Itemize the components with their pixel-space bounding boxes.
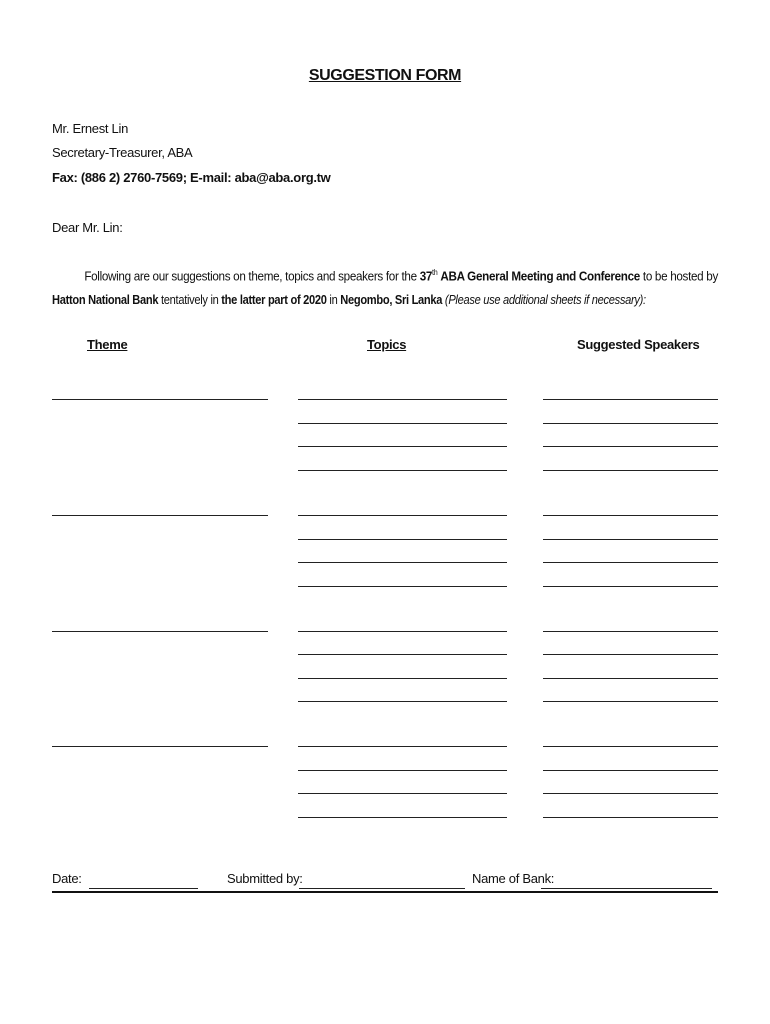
topic-entry-line[interactable]: [298, 654, 507, 655]
paragraph-line-2: [52, 292, 718, 307]
speaker-entry-line[interactable]: [543, 793, 718, 794]
theme-entry-line[interactable]: [52, 631, 268, 632]
host-bank: Hatton National Bank: [52, 292, 159, 307]
topic-entry-line[interactable]: [298, 746, 507, 747]
edition-number: 37: [419, 268, 433, 284]
recipient-name: Mr. Ernest Lin: [52, 121, 128, 136]
theme-entry-line[interactable]: [52, 746, 268, 747]
speaker-entry-line[interactable]: [543, 631, 718, 632]
event-timing: the latter part of 2020: [221, 292, 327, 307]
speaker-entry-line[interactable]: [543, 470, 718, 471]
theme-entry-line[interactable]: [52, 399, 268, 400]
paragraph-text-2: to be hosted by: [639, 268, 718, 284]
topic-entry-line[interactable]: [298, 631, 507, 632]
salutation: Dear Mr. Lin:: [52, 220, 123, 235]
topic-entry-line[interactable]: [298, 399, 507, 400]
event-name: ABA General Meeting and Conference: [440, 268, 640, 284]
additional-sheets-note: (Please use additional sheets if necessary):: [444, 292, 646, 307]
form-title: SUGGESTION FORM: [308, 67, 462, 84]
event-location: Negombo, Sri Lanka: [340, 292, 443, 307]
topic-entry-line[interactable]: [298, 562, 507, 563]
speaker-entry-line[interactable]: [543, 423, 718, 424]
paragraph-text-1: Following are our suggestions on theme, topics and speakers for the: [84, 268, 420, 284]
speaker-entry-line[interactable]: [543, 678, 718, 679]
topic-entry-line[interactable]: [298, 515, 507, 516]
topic-entry-line[interactable]: [298, 678, 507, 679]
footer-rule: [52, 891, 718, 893]
topic-entry-line[interactable]: [298, 446, 507, 447]
date-entry-line[interactable]: [89, 888, 198, 889]
bank-name-label: Name of Bank:: [472, 871, 555, 886]
recipient-position: Secretary-Treasurer, ABA: [52, 145, 193, 160]
theme-entry-line[interactable]: [52, 515, 268, 516]
topic-entry-line[interactable]: [298, 539, 507, 540]
submitted-by-label: Submitted by:: [227, 871, 303, 886]
speaker-entry-line[interactable]: [543, 770, 718, 771]
topic-entry-line[interactable]: [298, 470, 507, 471]
topic-entry-line[interactable]: [298, 586, 507, 587]
speaker-entry-line[interactable]: [543, 654, 718, 655]
speaker-entry-line[interactable]: [543, 746, 718, 747]
bank-name-entry-line[interactable]: [541, 888, 712, 889]
speaker-entry-line[interactable]: [543, 562, 718, 563]
theme-column-header: Theme: [87, 337, 128, 352]
topic-entry-line[interactable]: [298, 770, 507, 771]
paragraph-text-4: in: [326, 292, 341, 307]
topic-entry-line[interactable]: [298, 423, 507, 424]
speaker-entry-line[interactable]: [543, 515, 718, 516]
recipient-contact: Fax: (886 2) 2760-7569; E-mail: aba@aba.org.tw: [52, 170, 331, 185]
speaker-entry-line[interactable]: [543, 817, 718, 818]
paragraph-text-3: tentatively in: [158, 292, 222, 307]
paragraph-line-1: [52, 268, 718, 283]
date-label: Date:: [52, 871, 82, 886]
speaker-entry-line[interactable]: [543, 446, 718, 447]
topic-entry-line[interactable]: [298, 817, 507, 818]
topic-entry-line[interactable]: [298, 793, 507, 794]
edition-suffix: th: [432, 268, 438, 277]
topic-entry-line[interactable]: [298, 701, 507, 702]
speakers-column-header: Suggested Speakers: [577, 337, 700, 352]
submitted-by-entry-line[interactable]: [299, 888, 465, 889]
topics-column-header: Topics: [367, 337, 407, 352]
speaker-entry-line[interactable]: [543, 539, 718, 540]
speaker-entry-line[interactable]: [543, 701, 718, 702]
speaker-entry-line[interactable]: [543, 586, 718, 587]
speaker-entry-line[interactable]: [543, 399, 718, 400]
